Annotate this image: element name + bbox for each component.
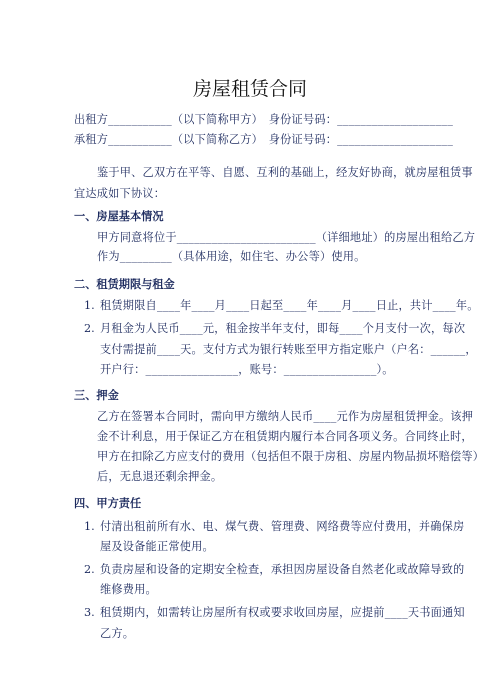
list-number: 2. bbox=[84, 322, 95, 335]
list-item-line: 支付需提前____天。支付方式为银行转账至甲方指定账户（户名：______， bbox=[100, 343, 477, 356]
section-line: 金不计利息，用于保证乙方在租赁期内履行本合同各项义务。合同终止时， bbox=[97, 430, 473, 443]
page-title: 房屋租赁合同 bbox=[192, 78, 307, 100]
list-item-line: 租赁期内，如需转让房屋所有权或要求收回房屋，应提前____天书面通知 bbox=[100, 606, 465, 619]
section-line: 甲方在扣除乙方应支付的费用（包括但不限于房租、房屋内物品损坏赔偿等） bbox=[97, 450, 485, 463]
section-line: 后，无息退还剩余押金。 bbox=[97, 470, 223, 483]
lessee-line: 承租方___________（以下简称乙方） 身份证号码：____________________ bbox=[74, 133, 453, 146]
section-line: 作为_________（具体用途，如住宅、办公等）使用。 bbox=[97, 250, 366, 263]
list-number: 1. bbox=[84, 299, 95, 312]
list-item-line: 乙方。 bbox=[100, 627, 135, 640]
section-line: 甲方同意将位于________________________（详细地址）的房屋出租给乙方 bbox=[97, 231, 476, 244]
intro-line: 鉴于甲、乙双方在平等、自愿、互利的基础上，经友好协商，就房屋租赁事 bbox=[97, 166, 473, 179]
list-item-line: 维修费用。 bbox=[100, 583, 157, 596]
section-heading: 一、房屋基本情况 bbox=[74, 210, 164, 223]
list-number: 1. bbox=[84, 520, 95, 533]
section-line: 乙方在签署本合同时，需向甲方缴纳人民币____元作为房屋租赁押金。该押 bbox=[97, 410, 474, 423]
list-item-line: 屋及设备能正常使用。 bbox=[100, 540, 214, 553]
list-item-line: 租赁期限自____年____月____日起至____年____月____日止，共计____年。 bbox=[100, 299, 479, 312]
section-heading: 三、押金 bbox=[74, 389, 119, 402]
list-item-line: 负责房屋和设备的定期安全检查，承担因房屋设备自然老化或故障导致的 bbox=[100, 563, 465, 576]
list-number: 2. bbox=[84, 563, 95, 576]
list-item-line: 付清出租前所有水、电、煤气费、管理费、网络费等应付费用，并确保房 bbox=[100, 520, 465, 533]
list-item-line: 月租金为人民币____元，租金按半年支付，即每____个月支付一次，每次 bbox=[100, 322, 466, 335]
section-heading: 四、甲方责任 bbox=[74, 497, 142, 510]
intro-line: 宜达成如下协议： bbox=[74, 187, 166, 200]
list-item-line: 开户行：________________，账号：________________）。 bbox=[100, 363, 394, 376]
section-heading: 二、租赁期限与租金 bbox=[74, 278, 175, 291]
lessor-line: 出租方___________（以下简称甲方） 身份证号码：____________________ bbox=[74, 113, 453, 126]
list-number: 3. bbox=[84, 606, 95, 619]
